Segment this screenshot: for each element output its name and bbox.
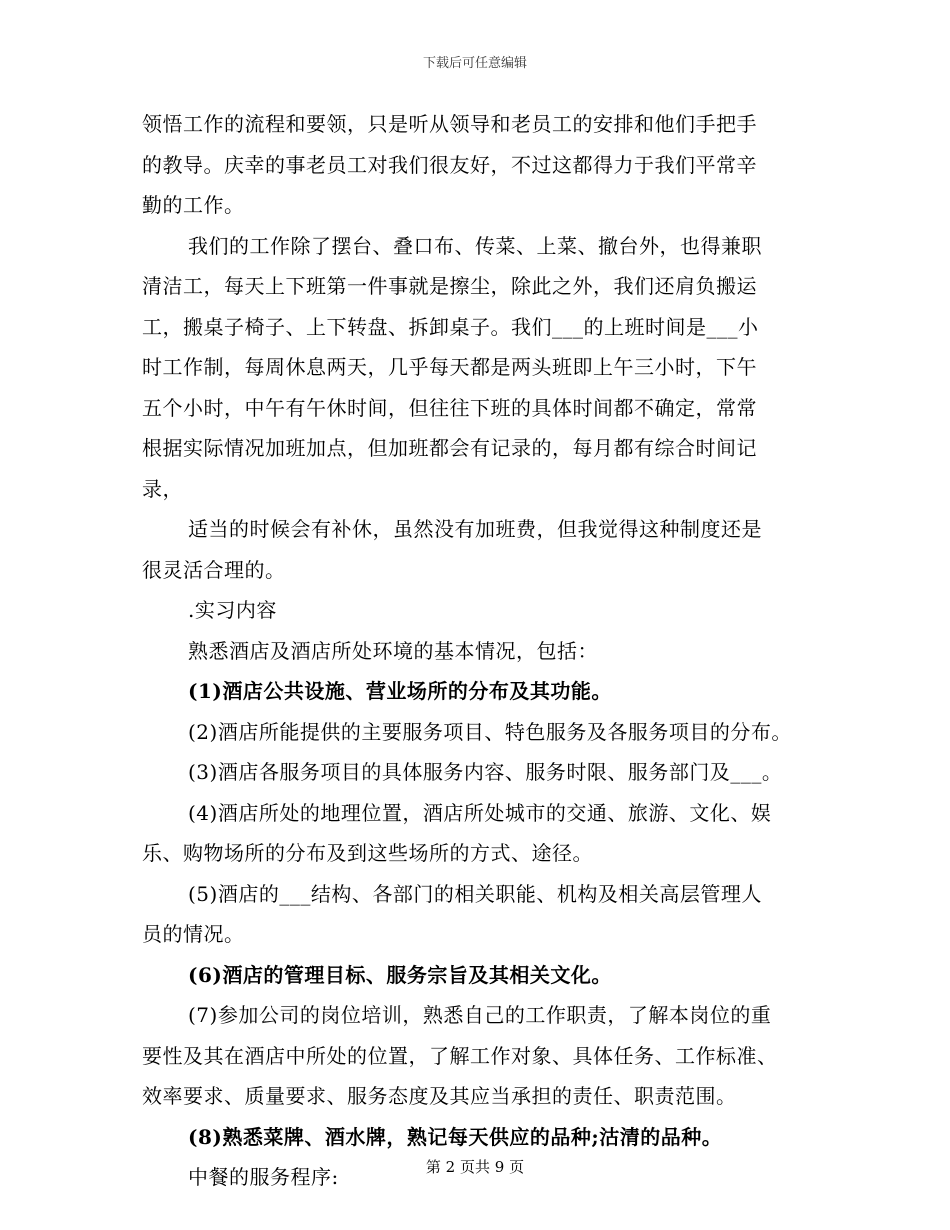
list-item-continuation: 要性及其在酒店中所处的位置，了解工作对象、具体任务、工作标准、 xyxy=(142,1043,778,1068)
page-header: 下载后可任意编辑 xyxy=(422,56,527,71)
paragraph-line: 熟悉酒店及酒店所处环境的基本情况，包括： xyxy=(188,638,598,663)
paragraph-line: 中餐的服务程序: xyxy=(188,1165,339,1189)
paragraph-line: 根据实际情况加班加点，但加班都会有记录的，每月都有综合时间记 xyxy=(142,436,757,460)
list-item-continuation: 乐、购物场所的分布及到这些场所的方式、途径。 xyxy=(142,841,593,865)
paragraph-line: 五个小时，中午有午休时间，但往往下班的具体时间都不确定，常常 xyxy=(142,395,757,420)
paragraph-line: 的教导。庆幸的事老员工对我们很友好，不过这都得力于我们平常辛 xyxy=(142,152,757,177)
paragraph-line: 清洁工，每天上下班第一件事就是擦尘，除此之外，我们还肩负搬运 xyxy=(142,274,757,298)
list-item: (3)酒店各服务项目的具体服务内容、服务时限、服务部门及___。 xyxy=(188,760,783,784)
paragraph-line: 工，搬桌子椅子、上下转盘、拆卸桌子。我们___的上班时间是___小 xyxy=(142,314,759,339)
document-body xyxy=(142,104,812,1198)
list-item: (8)熟悉菜牌、酒水牌，熟记每天供应的品种;沽清的品种。 xyxy=(188,1124,723,1149)
paragraph-line: 适当的时候会有补休，虽然没有加班费，但我觉得这种制度还是 xyxy=(188,517,762,541)
section-heading: .实习内容 xyxy=(188,598,277,622)
paragraph-line: 勤的工作。 xyxy=(142,193,245,217)
paragraph-line: 很灵活合理的。 xyxy=(142,557,286,582)
list-item: (7)参加公司的岗位培训，熟悉自己的工作职责，了解本岗位的重 xyxy=(188,1003,772,1027)
paragraph-line: 时工作制，每周休息两天，几乎每天都是两头班即上午三小时，下午 xyxy=(142,355,757,379)
paragraph-line: 领悟工作的流程和要领，只是听从领导和老员工的安排和他们手把手 xyxy=(142,112,757,136)
list-item: (6)酒店的管理目标、服务宗旨及其相关文化。 xyxy=(188,962,612,987)
list-item-continuation: 员的情况。 xyxy=(142,922,245,946)
paragraph-line: 我们的工作除了摆台、叠口布、传菜、上菜、撤台外，也得兼职 xyxy=(188,233,762,258)
paragraph-line: 录， xyxy=(142,476,183,501)
page-footer: 第 2 页共 9 页 xyxy=(425,1158,525,1176)
list-item: (5)酒店的___结构、各部门的相关职能、机构及相关高层管理人 xyxy=(188,881,762,906)
list-item: (4)酒店所处的地理位置，酒店所处城市的交通、旅游、文化、娱 xyxy=(188,800,772,825)
list-item: (1)酒店公共设施、营业场所的分布及其功能。 xyxy=(188,679,612,703)
list-item-continuation: 效率要求、质量要求、服务态度及其应当承担的责任、职责范围。 xyxy=(142,1084,737,1108)
list-item: (2)酒店所能提供的主要服务项目、特色服务及各服务项目的分布。 xyxy=(188,719,792,744)
